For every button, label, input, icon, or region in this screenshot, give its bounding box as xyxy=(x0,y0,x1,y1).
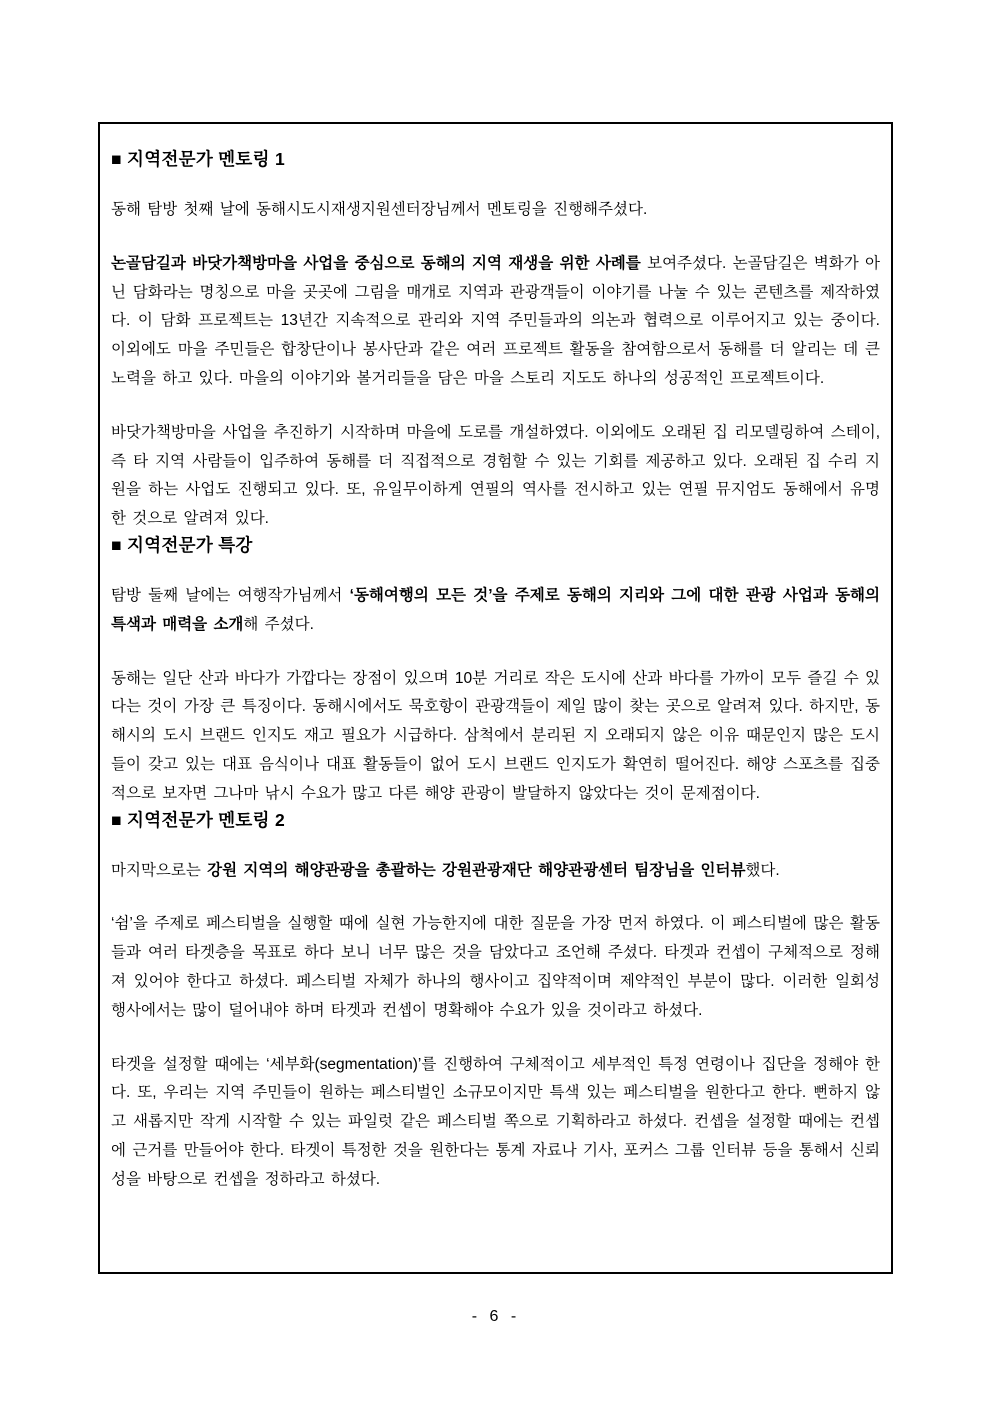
text-run: 바닷가책방마을 사업을 추진하기 시작하며 마을에 도로를 개설하였다. 이외에도 오래된 집 리모델링하여 스테이, 즉 타 지역 사람들이 입주하여 동해를 더 직접적으로 경험할 수 있는 기회를 제공하고 있다. 오래된 집 수리 지원을 하는 사업도 진행되고 있다. 또, 유일무이하게 연필의 역사를 전시하고 있는 연필 뮤지엄도 동해에서 유명한 것으로 알려져 있다. xyxy=(111,423,880,528)
text-run: 동해 탐방 첫째 날에 동해시도시재생지원센터장님께서 멘토링을 진행해주셨다. xyxy=(111,201,648,218)
paragraph xyxy=(111,910,880,1025)
report-border-box xyxy=(98,122,893,1274)
paragraph xyxy=(111,1051,880,1195)
text-run: 동해는 일단 산과 바다가 가깝다는 장점이 있으며 10분 거리로 작은 도시에 산과 바다를 가까이 모두 즐길 수 있다는 것이 가장 큰 특징이다. 동해시에서도 묵호항이 관광객들이 제일 많이 찾는 곳으로 알려져 있다. 하지만, 동해시의 도시 브랜드 인지도 재고 필요가 시급하다. 삼척에서 분리된 지 오래되지 않은 이유 때문인지 많은 도시들이 갖고 있는 대표 음식이나 대표 활동들이 없어 도시 브랜드 인지도가 확연히 떨어진다. 해양 스포츠를 집중적으로 보자면 그나마 낚시 수요가 많고 다른 해양 관광이 발달하지 않았다는 것이 문제점이다. xyxy=(111,669,880,802)
report-sections xyxy=(111,148,880,1195)
bold-text-run: 강원 지역의 해양관광을 총괄하는 강원관광재단 해양관광센터 팀장님을 인터뷰 xyxy=(207,861,746,879)
bold-text-run: ‘동해여행의 모든 것’을 주제로 동해의 지리와 그에 대한 관광 사업과 동해의 특색과 매력을 소개 xyxy=(111,586,880,633)
paragraph xyxy=(111,857,880,886)
paragraph xyxy=(111,250,880,394)
section-heading: ■ 지역전문가 특강 xyxy=(111,534,253,555)
report-section-3 xyxy=(111,809,880,1195)
text-run: 마지막으로는 xyxy=(111,861,208,879)
bold-text-run: 논골담길과 바닷가책방마을 사업을 중심으로 동해의 지역 재생을 위한 사례를 xyxy=(111,254,641,272)
text-run: 탐방 둘째 날에는 여행작가님께서 xyxy=(111,586,350,604)
text-run: 보여주셨다. 논골담길은 벽화가 아닌 담화라는 명칭으로 마을 곳곳에 그림을 매개로 지역과 관광객들이 이야기를 나눌 수 있는 콘텐츠를 제작하였다. 이 담화 프로젝트는 13년간 지속적으로 관리와 지역 주민들과의 의논과 협력으로 이루어지고 있는 중이다. 이외에도 마을 주민들은 합창단이나 봉사단과 같은 여러 프로젝트 활동을 참여함으로서 동해를 더 알리는 데 큰 노력을 하고 있다. 마을의 이야기와 볼거리들을 담은 마을 스토리 지도도 하나의 성공적인 프로젝트이다. xyxy=(111,254,881,387)
section-heading: ■ 지역전문가 멘토링 2 xyxy=(111,809,286,830)
paragraph xyxy=(111,196,880,225)
paragraph xyxy=(111,419,880,534)
text-run: ‘쉼’을 주제로 페스티벌을 실행할 때에 실현 가능한지에 대한 질문을 가장 먼저 하였다. 이 페스티벌에 많은 활동들과 여러 타겟층을 목표로 하다 보니 너무 많은 것을 담았다고 조언해 주셨다. 타겟과 컨셉이 구체적으로 정해져 있어야 한다고 하셨다. 페스티벌 자체가 하나의 행사이고 집약적이며 제약적인 부분이 많다. 이러한 일회성 행사에서는 많이 덜어내야 하며 타겟과 컨셉이 명확해야 수요가 있을 것이라고 하셨다. xyxy=(111,915,880,1019)
paragraph xyxy=(111,582,880,640)
paragraph xyxy=(111,665,880,809)
text-run: 했다. xyxy=(745,861,780,879)
report-section-1 xyxy=(111,148,880,534)
text-run: 해 주셨다. xyxy=(243,615,314,633)
text-run: 타겟을 설정할 때에는 ‘세부화(segmentation)’를 진행하여 구체적이고 세부적인 특정 연령이나 집단을 정해야 한다. 또, 우리는 지역 주민들이 원하는 페스티벌인 소규모이지만 특색 있는 페스티벌을 원한다고 한다. 뻔하지 않고 새롭지만 작게 시작할 수 있는 파일럿 같은 페스티벌 쪽으로 기획하라고 하셨다. 컨셉을 설정할 때에는 컨셉에 근거를 만들어야 한다. 타겟이 특정한 것을 원한다는 통계 자료나 기사, 포커스 그룹 인터뷰 등을 통해서 신뢰성을 바탕으로 컨셉을 정하라고 하셨다. xyxy=(111,1055,880,1188)
section-heading: ■ 지역전문가 멘토링 1 xyxy=(111,149,286,169)
report-section-2 xyxy=(111,534,880,809)
page-number: - 6 - xyxy=(471,1308,521,1325)
